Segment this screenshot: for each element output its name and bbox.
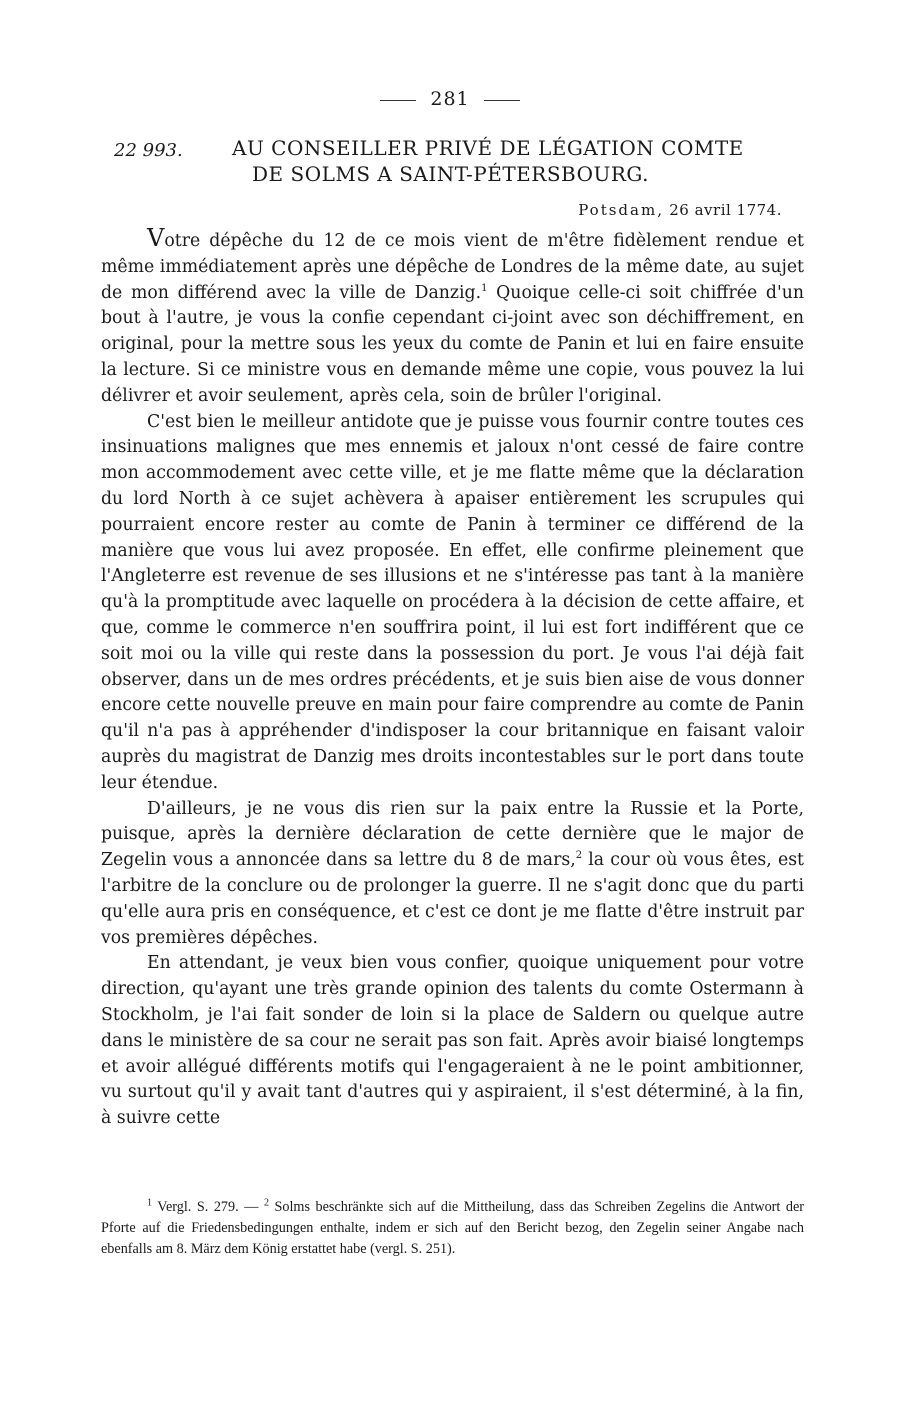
dateline-date: 26 avril 1774. [669,201,782,219]
paragraph-3-text-a: D'ailleurs, je ne vous dis rien sur la paix entre la Russie et la Porte, puisque, après la dernière déclaration de cette dernière que le major de Zegelin vous a annoncée dans sa lettre du 8 de mars, [101,798,804,871]
paragraph-4-text: En attendant, je veux bien vous confier, quoique uniquement pour votre direction, qu'ayant une très grande opinion des talents du comte Ostermann à Stockholm, je l'ai fait sonder de loin si la place de Saldern ou quelque autre dans le ministère de sa cour ne serait pas son fait. Après avoir biaisé longtemps et avoir allégué différents motifs qui l'engageraient à ne le point ambitionner, vu surtout qu'il y avait tant d'autres qui y aspiraient, il s'est déterminé, à la fin, à suivre cette [101,953,804,1129]
footnote-ref-2: 2 [575,850,583,862]
paragraph-1 [101,226,804,410]
page-header [0,88,900,110]
page-number: 281 [430,88,470,110]
paragraph-4 [101,951,804,1132]
footnote-2-text: Solms beschränkte sich auf die Mittheilung, dass das Schreiben Zegelins die Antwort der Pforte auf die Friedensbedingungen enthalte, indem er sich auf den Bericht bezog, den Zegelin seiner Angabe nach ebenfalls am 8. März dem König erstattet habe (vergl. S. 251). [101,1199,804,1257]
footnote-1-text: Vergl. S. 279. — [152,1199,264,1215]
letter-body [101,226,804,1132]
paragraph-1-text-b: Quoique celle-ci soit chiffrée d'un bout à l'autre, je vous la confie cependant ci-joint avec son déchiffrement, en original, pour la mettre sous les yeux du comte de Panin et lui en faire ensuite la lecture. Si ce ministre vous en demande même une copie, vous pouvez la lui délivrer et avoir seulement, après cela, soin de brûler l'original. [101,282,804,406]
footnote-text [101,1197,804,1260]
footnote-ref-1: 1 [481,282,488,294]
document-number: 22 993. [114,140,183,161]
paragraph-1-text-a: otre dépêche du 12 de ce mois vient de m'être fidèlement rendue et même immédiatement après une dépêche de Londres de la même date, au sujet de mon différend avec la ville de Danzig. [101,231,804,303]
paragraph-2-text: C'est bien le meilleur antidote que je puisse vous fournir contre toutes ces insinuations malignes que mes ennemis et jaloux n'ont cessé de faire contre mon accommodement avec cette ville, et je me flatte même que la déclaration du lord North à ce sujet achèvera à apaiser entièrement les scrupules qui pourraient encore rester au comte de Panin à terminer ce différend de la manière que vous lui avez proposée. En effet, elle confirme pleinement que l'Angleterre est revenue de ses illusions et ne s'intéresse pas tant à la manière qu'à la promptitude avec laquelle on procédera à la décision de cette affaire, et que, comme le commerce n'en souffrira point, il lui est fort indifférent que ce soit moi ou la ville qui reste dans la possession du port. Je vous l'ai déjà fait observer, dans un de mes ordres précédents, et je suis bien aise de vous donner encore cette nouvelle preuve en main pour faire comprendre au comte de Panin qu'il n'a pas à appréhender d'indisposer la cour britannique en faisant valoir auprès du magistrat de Danzig mes droits incontestables sur le port dans toute leur étendue. [101,411,804,793]
footnote-mark-2: 2 [263,1197,269,1209]
document-title-line-2: DE SOLMS A SAINT-PÉTERSBOURG. [252,162,650,186]
header-rule-left [380,100,416,101]
document-title-line-1: AU CONSEILLER PRIVÉ DE LÉGATION COMTE [232,136,744,160]
header-rule-right [484,100,520,101]
paragraph-3-text-b: la cour où vous êtes, est l'arbitre de la conclure ou de prolonger la guerre. Il ne s'agit donc que du parti qu'elle aura pris en conséquence, et c'est ce dont je me flatte d'être instruit par vos premières dépêches. [101,850,805,948]
dateline-place: Potsdam, [578,201,664,219]
footnote-mark-1: 1 [147,1197,152,1209]
initial-letter: V [147,224,165,252]
footnotes [101,1197,804,1260]
dateline [578,201,782,219]
paragraph-2 [101,410,804,797]
paragraph-3 [101,797,804,952]
